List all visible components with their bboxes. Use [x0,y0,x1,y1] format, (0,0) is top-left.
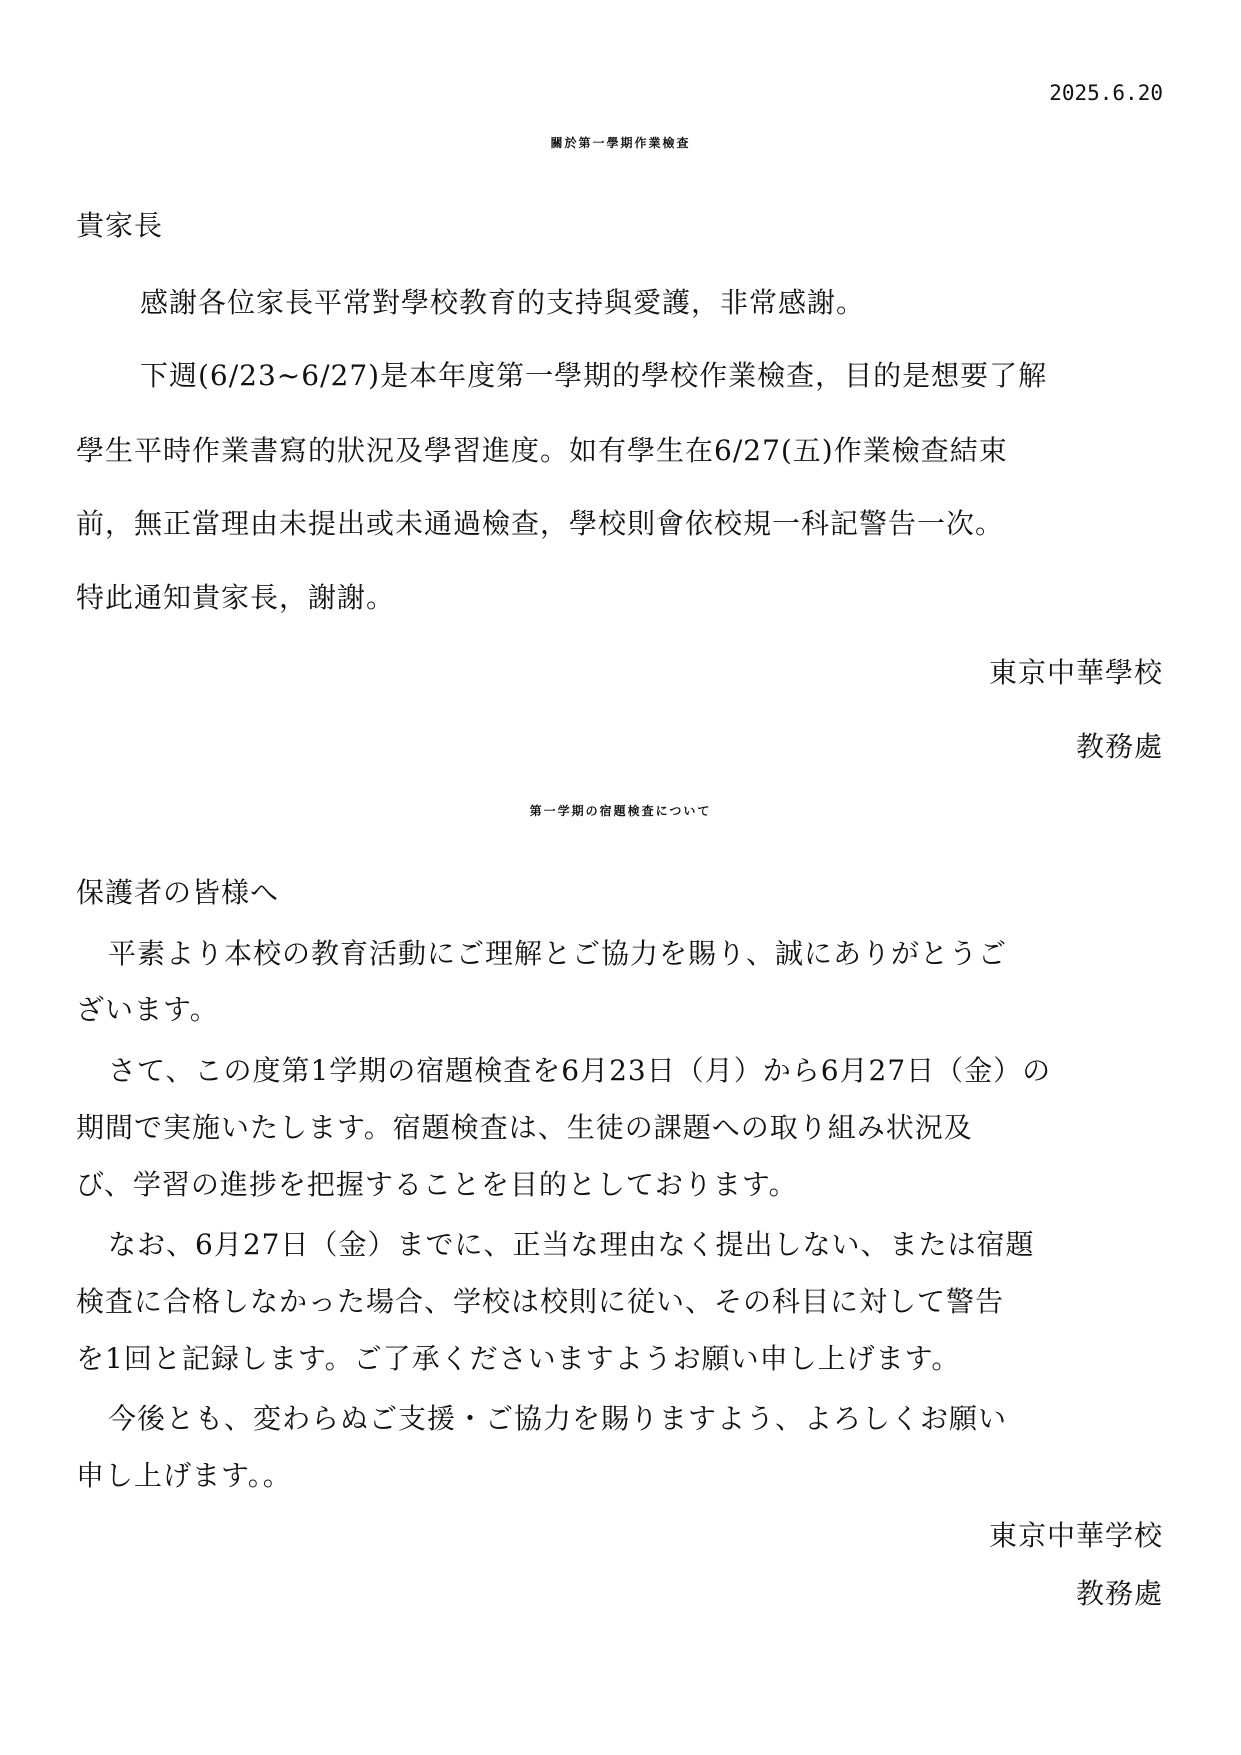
zh-signature-school: 東京中華學校 [988,656,1163,689]
ja-paragraph-1-line-1: 平素より本校の教育活動にご理解とご協力を賜り、誠にありがとうご [108,937,1008,970]
ja-paragraph-4-line-2: 申し上げます。。 [76,1459,292,1492]
ja-paragraph-1-line-2: ざいます。 [76,993,219,1026]
ja-signature-school: 東京中華学校 [988,1519,1163,1552]
ja-paragraph-2-line-2: 期間で実施いたします。宿題検査は、生徒の課題への取り組み状況及 [76,1111,973,1144]
zh-signature-office: 教務處 [1075,730,1163,763]
ja-paragraph-3-line-3: を1回と記録します。ご了承くださいますようお願い申し上げます。 [76,1342,961,1375]
ja-paragraph-3-line-1: なお、6月27日（金）までに、正当な理由なく提出しない、または宿題 [108,1228,1035,1261]
zh-paragraph-1: 感謝各位家長平常對學校教育的支持與愛護，非常感謝。 [140,286,866,319]
ja-paragraph-2-line-3: び、学習の進捗を把握することを目的としております。 [76,1168,798,1201]
zh-paragraph-2-line-3: 前，無正當理由未提出或未通過檢查，學校則會依校規一科記警告一次。 [76,507,1005,540]
ja-signature-office: 教務處 [1075,1577,1163,1610]
zh-paragraph-2-line-2: 學生平時作業書寫的狀況及學習進度。如有學生在6/27(五)作業檢查結束 [76,434,1008,467]
zh-closing: 特此通知貴家長，謝謝。 [76,581,396,614]
ja-paragraph-2-line-1: さて、この度第1学期の宿題検査を6月23日（月）から6月27日（金）の [108,1054,1052,1087]
ja-paragraph-4-line-1: 今後とも、変わらぬご支援・ご協力を賜りますよう、よろしくお願い [108,1402,1008,1435]
zh-title: 關於第一學期作業檢查 [550,136,691,150]
notice-date: 2025.6.20 [1049,81,1163,105]
zh-paragraph-2-line-1: 下週(6/23~6/27)是本年度第一學期的學校作業檢查，目的是想要了解 [140,359,1048,392]
ja-title: 第一学期の宿題検査について [529,804,712,818]
zh-salutation: 貴家長 [76,209,164,242]
ja-salutation: 保護者の皆様へ [76,876,280,909]
ja-paragraph-3-line-2: 検査に合格しなかった場合、学校は校則に従い、その科目に対して警告 [76,1285,1005,1318]
